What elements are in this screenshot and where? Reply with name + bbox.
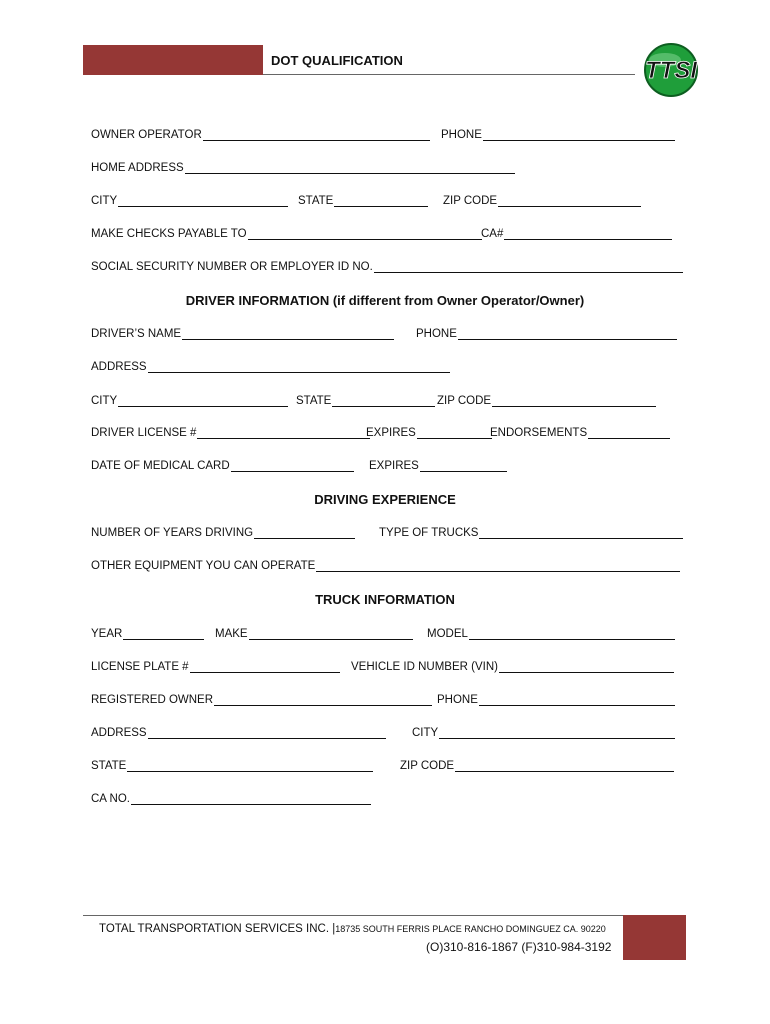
- driver-phone-line[interactable]: [458, 327, 677, 340]
- other-equipment-field[interactable]: [91, 559, 680, 572]
- endorsements-label: ENDORSEMENTS: [490, 427, 588, 439]
- medical-card-field[interactable]: [91, 459, 354, 472]
- truck-model-line[interactable]: [469, 627, 675, 640]
- owner-phone-field[interactable]: [441, 128, 675, 141]
- truck-address-label: ADDRESS: [91, 727, 147, 739]
- truck-city-label: CITY: [412, 727, 439, 739]
- home-address-line[interactable]: [185, 161, 515, 174]
- driver-address-line[interactable]: [148, 360, 450, 373]
- footer-company: [99, 923, 606, 935]
- company-name: TOTAL TRANSPORTATION SERVICES INC. |: [99, 923, 336, 935]
- driver-address-label: ADDRESS: [91, 361, 147, 373]
- driver-phone-field[interactable]: [416, 327, 677, 340]
- owner-phone-line[interactable]: [483, 128, 675, 141]
- license-expires-label: EXPIRES: [366, 427, 416, 439]
- truck-state-line[interactable]: [127, 759, 373, 772]
- other-equipment-label: OTHER EQUIPMENT YOU CAN OPERATE: [91, 560, 316, 572]
- registered-owner-line[interactable]: [214, 693, 432, 706]
- driver-info-heading: DRIVER INFORMATION (if different from Owner Operator/Owner): [185, 293, 585, 308]
- driver-address-field[interactable]: [91, 360, 450, 373]
- truck-model-label: MODEL: [427, 628, 468, 640]
- driver-zip-label: ZIP CODE: [437, 395, 492, 407]
- driver-state-label: STATE: [296, 395, 332, 407]
- endorsements-line[interactable]: [588, 426, 670, 439]
- ssn-label: SOCIAL SECURITY NUMBER OR EMPLOYER ID NO.: [91, 261, 373, 273]
- header-rule: [263, 74, 635, 75]
- truck-make-line[interactable]: [249, 627, 413, 640]
- owner-ca-field[interactable]: [481, 227, 672, 240]
- truck-zip-field[interactable]: [400, 759, 674, 772]
- vin-field[interactable]: [351, 660, 674, 673]
- checks-payable-line[interactable]: [248, 227, 482, 240]
- medical-card-line[interactable]: [231, 459, 354, 472]
- truck-zip-label: ZIP CODE: [400, 760, 455, 772]
- home-address-label: HOME ADDRESS: [91, 162, 184, 174]
- driver-city-label: CITY: [91, 395, 118, 407]
- owner-operator-field[interactable]: [91, 128, 430, 141]
- registered-phone-field[interactable]: [437, 693, 675, 706]
- footer-accent-bar: [623, 915, 686, 960]
- truck-make-field[interactable]: [215, 627, 413, 640]
- driver-zip-line[interactable]: [492, 394, 656, 407]
- driver-phone-label: PHONE: [416, 328, 457, 340]
- ssn-field[interactable]: [91, 260, 683, 273]
- owner-ca-line[interactable]: [504, 227, 672, 240]
- truck-year-field[interactable]: [91, 627, 204, 640]
- ca-no-field[interactable]: [91, 792, 371, 805]
- license-plate-field[interactable]: [91, 660, 340, 673]
- driver-license-field[interactable]: [91, 426, 370, 439]
- owner-phone-label: PHONE: [441, 129, 482, 141]
- type-of-trucks-line[interactable]: [479, 526, 683, 539]
- registered-phone-line[interactable]: [479, 693, 675, 706]
- driving-experience-heading: DRIVING EXPERIENCE: [314, 492, 456, 507]
- type-of-trucks-label: TYPE OF TRUCKS: [379, 527, 479, 539]
- ssn-line[interactable]: [374, 260, 683, 273]
- type-of-trucks-field[interactable]: [379, 526, 683, 539]
- years-driving-field[interactable]: [91, 526, 355, 539]
- vin-label: VEHICLE ID NUMBER (VIN): [351, 661, 498, 673]
- ca-no-line[interactable]: [131, 792, 371, 805]
- truck-year-label: YEAR: [91, 628, 123, 640]
- driver-city-line[interactable]: [118, 394, 288, 407]
- endorsements-field[interactable]: [490, 426, 670, 439]
- medical-expires-line[interactable]: [420, 459, 507, 472]
- driver-city-field[interactable]: [91, 394, 288, 407]
- truck-city-line[interactable]: [439, 726, 675, 739]
- checks-payable-field[interactable]: [91, 227, 482, 240]
- truck-zip-line[interactable]: [455, 759, 674, 772]
- driver-name-line[interactable]: [182, 327, 394, 340]
- registered-owner-label: REGISTERED OWNER: [91, 694, 214, 706]
- truck-city-field[interactable]: [412, 726, 675, 739]
- truck-model-field[interactable]: [427, 627, 675, 640]
- truck-address-line[interactable]: [148, 726, 386, 739]
- driver-state-field[interactable]: [296, 394, 435, 407]
- owner-city-line[interactable]: [118, 194, 288, 207]
- owner-zip-label: ZIP CODE: [443, 195, 498, 207]
- driver-license-label: DRIVER LICENSE #: [91, 427, 197, 439]
- truck-year-line[interactable]: [123, 627, 204, 640]
- owner-state-field[interactable]: [298, 194, 428, 207]
- truck-state-label: STATE: [91, 760, 127, 772]
- license-expires-line[interactable]: [417, 426, 492, 439]
- driver-name-field[interactable]: [91, 327, 394, 340]
- license-plate-label: LICENSE PLATE #: [91, 661, 189, 673]
- owner-zip-line[interactable]: [498, 194, 641, 207]
- years-driving-label: NUMBER OF YEARS DRIVING: [91, 527, 254, 539]
- medical-expires-label: EXPIRES: [369, 460, 419, 472]
- company-phones: (O)310-816-1867 (F)310-984-3192: [426, 940, 612, 954]
- truck-make-label: MAKE: [215, 628, 248, 640]
- truck-address-field[interactable]: [91, 726, 386, 739]
- license-plate-line[interactable]: [190, 660, 340, 673]
- owner-operator-line[interactable]: [203, 128, 430, 141]
- vin-line[interactable]: [499, 660, 674, 673]
- home-address-field[interactable]: [91, 161, 515, 174]
- truck-state-field[interactable]: [91, 759, 373, 772]
- driver-state-line[interactable]: [332, 394, 435, 407]
- page-title: DOT QUALIFICATION: [271, 53, 403, 68]
- owner-operator-label: OWNER OPERATOR: [91, 129, 202, 141]
- license-expires-field[interactable]: [366, 426, 492, 439]
- checks-payable-label: MAKE CHECKS PAYABLE TO: [91, 228, 247, 240]
- logo-text: TTSI: [645, 57, 697, 84]
- owner-state-line[interactable]: [334, 194, 428, 207]
- company-address: 18735 SOUTH FERRIS PLACE RANCHO DOMINGUEZ CA. 90220: [335, 924, 606, 934]
- registered-phone-label: PHONE: [437, 694, 478, 706]
- owner-city-label: CITY: [91, 195, 118, 207]
- years-driving-line[interactable]: [254, 526, 355, 539]
- owner-zip-field[interactable]: [443, 194, 641, 207]
- owner-state-label: STATE: [298, 195, 334, 207]
- medical-expires-field[interactable]: [369, 459, 507, 472]
- owner-ca-label: CA#: [481, 228, 504, 240]
- driver-name-label: DRIVER’S NAME: [91, 328, 182, 340]
- ca-no-label: CA NO.: [91, 793, 130, 805]
- header-accent-bar: [83, 45, 263, 75]
- ttsi-logo: [630, 42, 712, 98]
- medical-card-label: DATE OF MEDICAL CARD: [91, 460, 230, 472]
- registered-owner-field[interactable]: [91, 693, 432, 706]
- other-equipment-line[interactable]: [316, 559, 680, 572]
- owner-city-field[interactable]: [91, 194, 288, 207]
- truck-info-heading: TRUCK INFORMATION: [315, 592, 455, 607]
- driver-zip-field[interactable]: [437, 394, 656, 407]
- driver-license-line[interactable]: [197, 426, 370, 439]
- footer-rule: [83, 915, 623, 916]
